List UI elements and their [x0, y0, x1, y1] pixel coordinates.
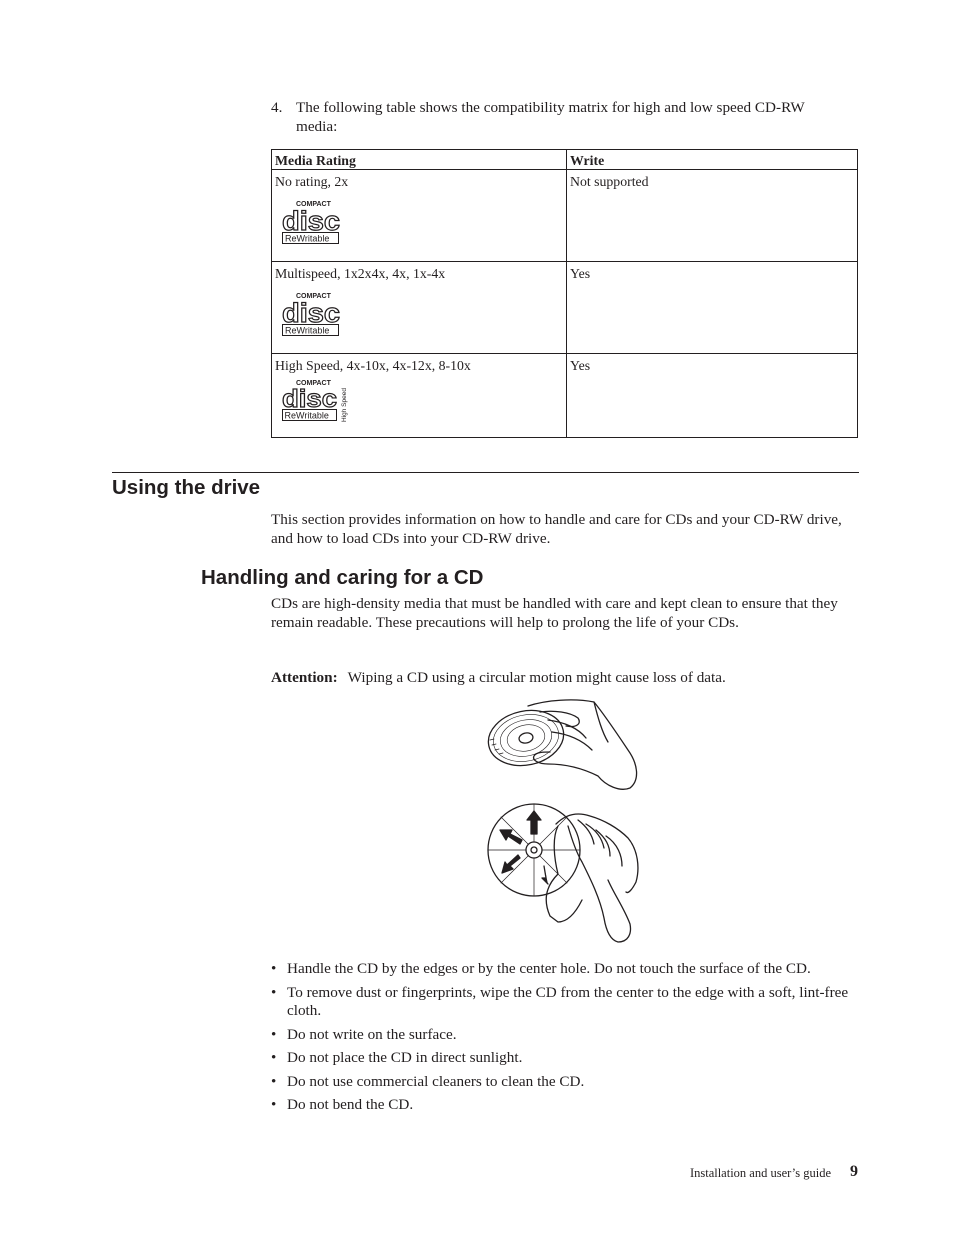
section-intro: This section provides information on how to handle and care for CDs and your CD-RW drive, and how to load CDs into your CD-RW drive. — [271, 511, 842, 547]
compatibility-matrix-table — [271, 149, 858, 438]
section-divider — [112, 472, 859, 473]
list-item — [271, 984, 861, 1021]
bullet: • — [271, 1025, 277, 1043]
logo-high-speed-text: High Speed — [341, 388, 348, 422]
logo-compact-text: COMPACT — [296, 380, 331, 387]
tip-text: Do not write on the surface. — [287, 1025, 457, 1043]
list-item — [271, 1073, 861, 1092]
list-item — [271, 1026, 861, 1045]
logo-compact-text: COMPACT — [296, 201, 331, 208]
bullet: • — [271, 1072, 277, 1090]
cd-care-tips-list — [271, 960, 861, 1120]
list-number: 4. — [271, 99, 283, 116]
cd-held-by-edges-drawing — [483, 700, 636, 789]
table-header-row — [272, 150, 858, 170]
list-item — [271, 960, 861, 979]
page-number: 9 — [850, 1163, 858, 1180]
attention-label: Attention: — [271, 669, 338, 686]
tip-text: Handle the CD by the edges or by the center hole. Do not touch the surface of the CD. — [287, 960, 811, 977]
table-row — [272, 170, 858, 262]
logo-compact-text: COMPACT — [296, 293, 331, 300]
compact-disc-rewritable-high-speed-logo — [282, 378, 352, 424]
media-rating-cell — [272, 354, 567, 438]
footer-guide-title: Installation and user’s guide — [689, 1166, 831, 1180]
header-media-rating: Media Rating — [272, 150, 567, 170]
bullet: • — [271, 1049, 277, 1066]
bullet: • — [271, 983, 277, 1001]
header-write: Write — [567, 150, 858, 170]
list-item — [271, 1049, 861, 1068]
media-rating-cell — [272, 170, 567, 262]
compact-disc-rewritable-logo — [282, 199, 344, 245]
list-text: The following table shows the compatibility matrix for high and low speed CD-RW media: — [296, 99, 805, 135]
logo-disc-text: disc — [282, 206, 340, 236]
bullet: • — [271, 960, 277, 977]
list-item — [271, 1096, 861, 1115]
compact-disc-rewritable-logo — [282, 291, 344, 337]
section-title: Using the drive — [112, 476, 261, 499]
logo-disc-text: disc — [282, 298, 340, 328]
media-rating-text: Multispeed, 1x2x4x, 4x, 1x-4x — [275, 266, 446, 281]
logo-rewritable-text: ReWritable — [285, 325, 330, 336]
tip-text: Do not use commercial cleaners to clean the CD. — [287, 1072, 585, 1090]
write-cell: Yes — [567, 262, 858, 354]
cd-handling-illustration — [478, 698, 648, 948]
bullet: • — [271, 1096, 277, 1113]
media-rating-text: No rating, 2x — [275, 174, 349, 189]
media-rating-text: High Speed, 4x-10x, 4x-12x, 8-10x — [275, 358, 471, 373]
attention-note — [271, 669, 861, 688]
subsection-body: CDs are high-density media that must be handled with care and kept clean to ensure that they remain readable. These precautions will help to prolong the life of your CDs. — [271, 595, 838, 631]
write-cell: Not supported — [567, 170, 858, 262]
logo-disc-text: disc — [282, 385, 338, 413]
tip-text: To remove dust or fingerprints, wipe the CD from the center to the edge with a soft, lint-free cloth. — [287, 983, 849, 1019]
table-row — [272, 262, 858, 354]
table-row — [272, 354, 858, 438]
logo-rewritable-text: ReWritable — [285, 233, 330, 244]
media-rating-cell — [272, 262, 567, 354]
tip-text: Do not place the CD in direct sunlight. — [287, 1049, 523, 1066]
write-cell: Yes — [567, 354, 858, 438]
subsection-title: Handling and caring for a CD — [201, 566, 484, 589]
logo-rewritable-text: ReWritable — [284, 410, 329, 421]
tip-text: Do not bend the CD. — [287, 1096, 414, 1113]
cd-wiping-drawing — [488, 804, 638, 942]
attention-text: Wiping a CD using a circular motion might cause loss of data. — [347, 669, 726, 686]
